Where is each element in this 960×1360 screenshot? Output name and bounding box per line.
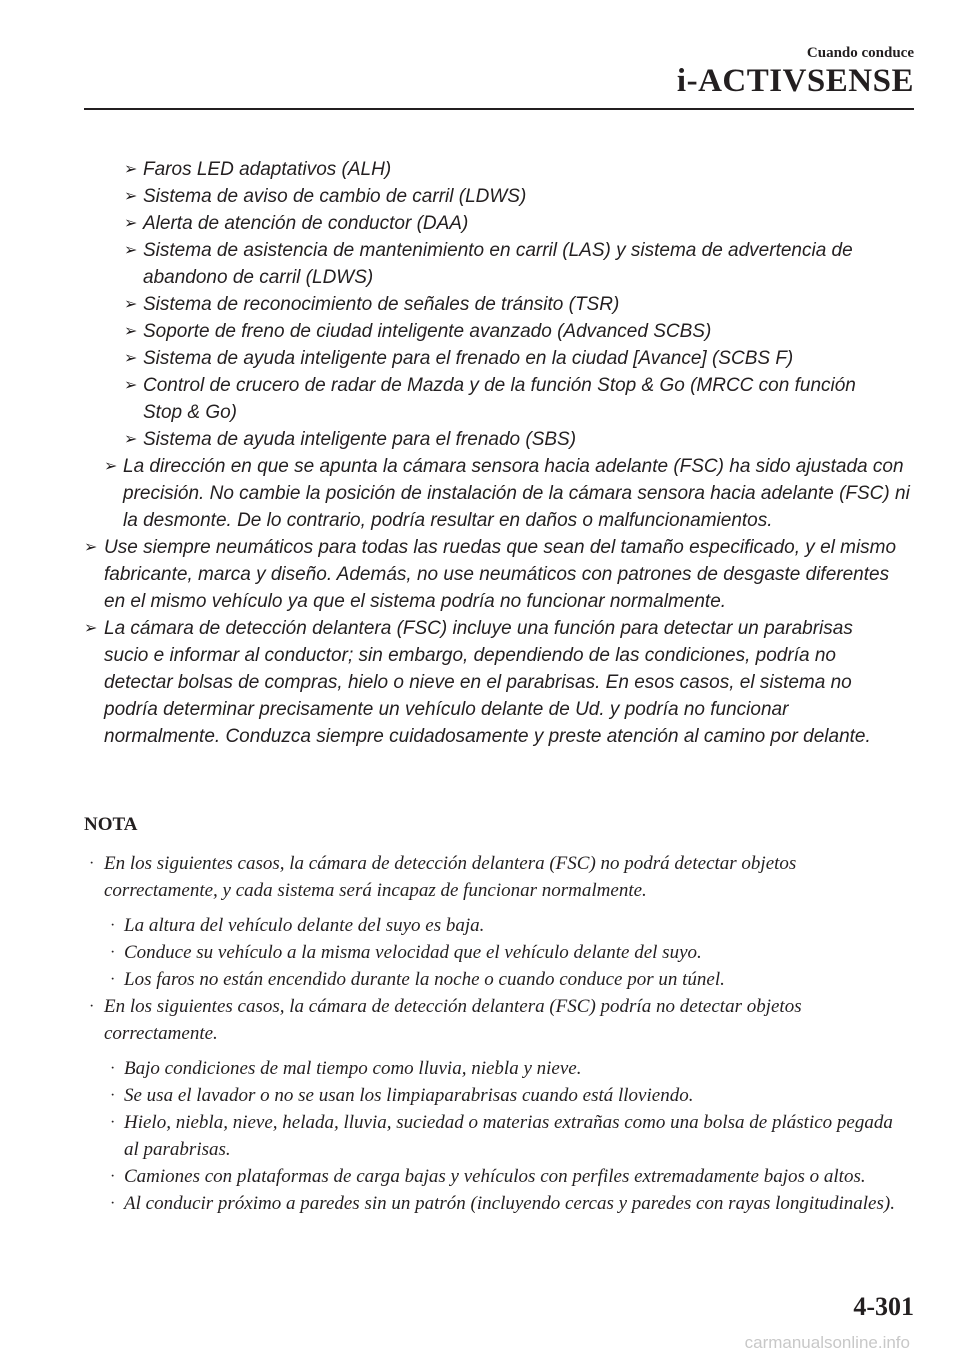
note-title: NOTA [84,814,138,835]
dot-bullet-icon: · [89,855,95,872]
note-item [0,966,960,993]
note-text: Al conducir próximo a paredes sin un patrón (incluyendo cercas y paredes con rayas longitudinales). [124,1193,895,1214]
arrow-bullet-icon: ➢ [124,242,138,259]
note-text: En los siguientes casos, la cámara de detección delantera (FSC) podría no detectar objetos correctamente. [104,996,802,1044]
warning-text: Sistema de ayuda inteligente para el frenado (SBS) [143,429,577,450]
note-text: Conduce su vehículo a la misma velocidad que el vehículo delante del suyo. [124,942,702,963]
arrow-bullet-icon: ➢ [84,539,98,556]
note-text: Hielo, niebla, nieve, helada, lluvia, suciedad o materias extrañas como una bolsa de plástico pegada al parabrisas. [124,1112,893,1160]
note-item [0,939,960,966]
note-text: Los faros no están encendido durante la noche o cuando conduce por un túnel. [124,969,725,990]
warning-text: La cámara de detección delantera (FSC) incluye una función para detectar un parabrisas sucio e informar al conductor; sin embargo, dependiendo de las condiciones, podría no detectar bolsas de compras, hielo o nieve en el parabrisas. En esos casos, el sistema no podría determinar precisamente un vehículo delante de Ud. y podría no funcionar normalmente. Conduzca siempre cuidadosamente y preste atención al camino por delante. [104,618,871,747]
dot-bullet-icon: · [89,998,95,1015]
warning-item [0,183,960,210]
warning-item [0,453,960,534]
arrow-bullet-icon: ➢ [124,323,138,340]
note-item [0,850,960,904]
page-number: 4-301 [853,1292,914,1321]
warning-list [0,156,960,750]
dot-bullet-icon: · [110,1114,116,1131]
note-item [0,993,960,1047]
dot-bullet-icon: · [110,917,116,934]
warning-text: Alerta de atención de conductor (DAA) [143,213,469,234]
header-divider [84,108,914,110]
note-text: Bajo condiciones de mal tiempo como lluvia, niebla y nieve. [124,1058,582,1079]
note-item [0,1082,960,1109]
note-text: En los siguientes casos, la cámara de detección delantera (FSC) no podrá detectar objetos correctamente, y cada sistema será incapaz de funcionar normalmente. [104,853,797,901]
warning-text: Control de crucero de radar de Mazda y de la función Stop & Go (MRCC con función Stop & Go) [143,375,856,423]
arrow-bullet-icon: ➢ [124,350,138,367]
warning-text: Sistema de aviso de cambio de carril (LDWS) [143,186,527,207]
arrow-bullet-icon: ➢ [124,431,138,448]
warning-text: Sistema de reconocimiento de señales de tránsito (TSR) [143,294,620,315]
warning-text: Faros LED adaptativos (ALH) [143,159,392,180]
warning-item [0,156,960,183]
note-text: La altura del vehículo delante del suyo es baja. [124,915,485,936]
dot-bullet-icon: · [110,1060,116,1077]
dot-bullet-icon: · [110,1087,116,1104]
note-item [0,1190,960,1217]
warning-item [0,318,960,345]
arrow-bullet-icon: ➢ [124,377,138,394]
arrow-bullet-icon: ➢ [124,296,138,313]
dot-bullet-icon: · [110,971,116,988]
warning-item [0,291,960,318]
warning-item [0,210,960,237]
chapter-title: i-ACTIVSENSE [676,63,914,99]
note-item [0,1055,960,1082]
dot-bullet-icon: · [110,1195,116,1212]
dot-bullet-icon: · [110,1168,116,1185]
warning-item [0,345,960,372]
warning-text: Soporte de freno de ciudad inteligente avanzado (Advanced SCBS) [143,321,712,342]
warning-item [0,426,960,453]
page-header [677,44,914,100]
arrow-bullet-icon: ➢ [124,161,138,178]
warning-item [0,534,960,615]
section-title: Cuando conduce [806,45,914,61]
dot-bullet-icon: · [110,944,116,961]
warning-item [0,237,960,291]
note-text: Camiones con plataformas de carga bajas y vehículos con perfiles extremadamente bajos o altos. [124,1166,866,1187]
arrow-bullet-icon: ➢ [104,458,118,475]
note-item [0,1163,960,1190]
arrow-bullet-icon: ➢ [124,188,138,205]
warning-text: La dirección en que se apunta la cámara sensora hacia adelante (FSC) ha sido ajustada con precisión. No cambie la posición de instalación de la cámara sensora hacia adelante (FSC) ni la desmonte. De lo contrario, podría resultar en daños o malfuncionamientos. [123,456,910,531]
warning-text: Sistema de ayuda inteligente para el frenado en la ciudad [Avance] (SCBS F) [143,348,794,369]
arrow-bullet-icon: ➢ [84,620,98,637]
note-item [0,1109,960,1163]
note-item [0,912,960,939]
warning-text: Use siempre neumáticos para todas las ruedas que sean del tamaño especificado, y el mismo fabricante, marca y diseño. Además, no use neumáticos con patrones de desgaste diferentes en el mismo vehículo ya que el sistema podría no funcionar normalmente. [104,537,897,612]
arrow-bullet-icon: ➢ [124,215,138,232]
warning-item [0,372,960,426]
note-text: Se usa el lavador o no se usan los limpiaparabrisas cuando está lloviendo. [124,1085,694,1106]
warning-text: Sistema de asistencia de mantenimiento en carril (LAS) y sistema de advertencia de abandono de carril (LDWS) [143,240,853,288]
warning-item [0,615,960,750]
note-list [0,850,960,1217]
watermark: carmanualsonline.info [744,1333,910,1352]
